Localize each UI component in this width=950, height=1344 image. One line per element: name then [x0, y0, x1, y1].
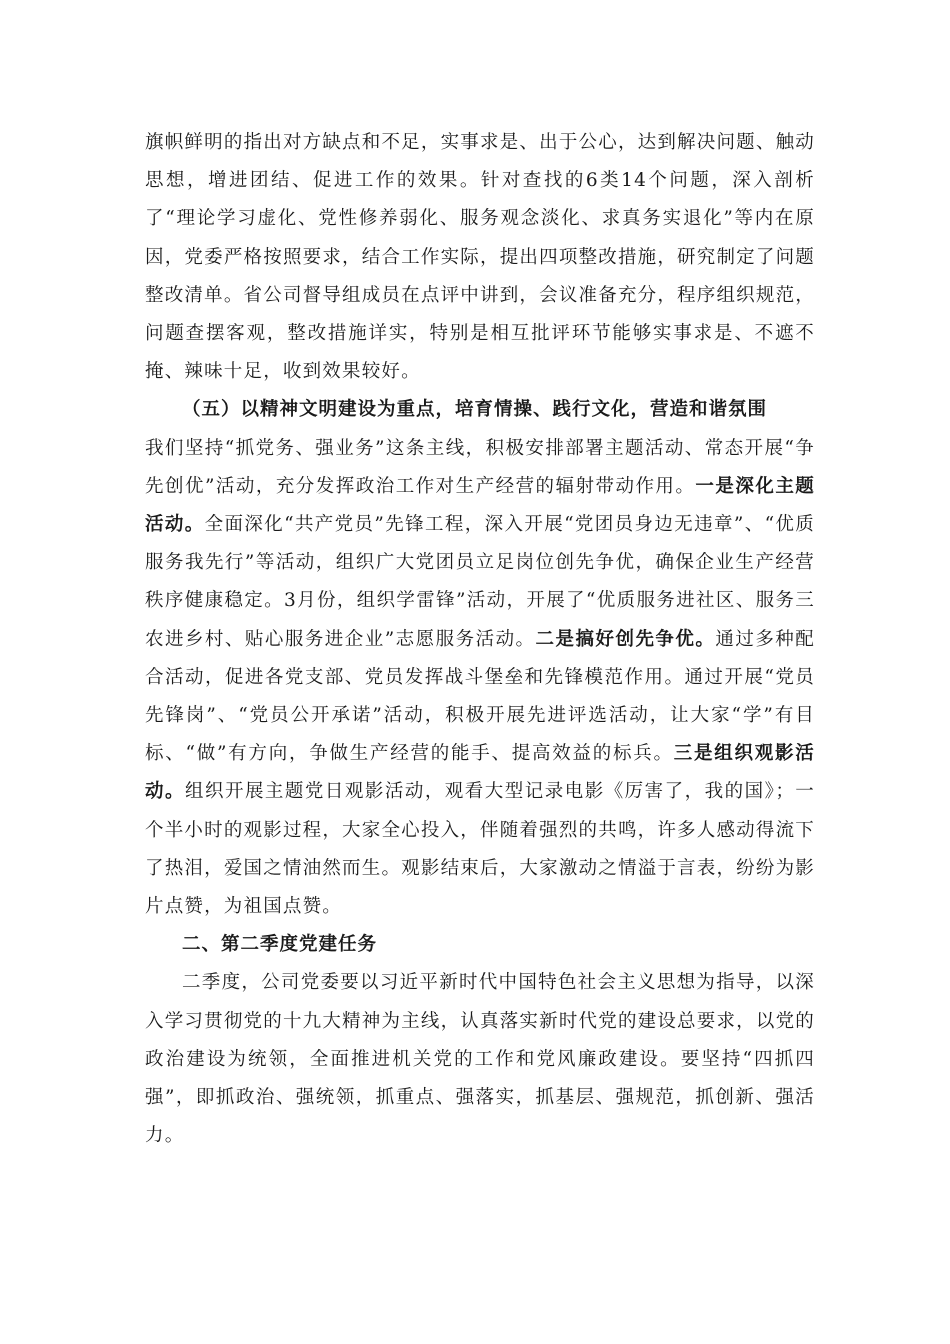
- paragraph-q2-tasks: 二季度，公司党委要以习近平新时代中国特色社会主义思想为指导，以深入学习贯彻党的十九大精神为主线，认真落实新时代党的建设总要求，以党的政治建设为统领，全面推进机关党的工作和党风廉政建设。要坚持“四抓四强”，即抓政治、强统领，抓重点、强落实，抓基层、强规范，抓创新、强活力。: [145, 972, 815, 1147]
- section-heading-5: （五）以精神文明建设为重点，培育情操、践行文化，营造和谐氛围: [182, 399, 768, 421]
- point-1-title: 一是深化主题活动。: [145, 475, 816, 536]
- point-1-text: 全面深化“共产党员”先锋工程，深入开展“党团员身边无违章”、“优质服务我先行”等活动，组织广大党团员立足岗位创先争优，确保企业生产经营秩序健康稳定。3月份，组织学雷锋”活动，开展了“优质服务进社区、服务三农进乡村、贴心服务进企业”志愿服务活动。: [145, 514, 815, 650]
- section-heading-2: 二、第二季度党建任务: [182, 934, 378, 956]
- document-body: [145, 124, 815, 1155]
- paragraph-spiritual-civilization: [145, 430, 815, 927]
- paragraph-self-criticism-meeting: 旗帜鲜明的指出对方缺点和不足，实事求是、出于公心，达到解决问题、触动思想，增进团结、促进工作的效果。针对查找的6类14个问题，深入剖析了“理论学习虚化、党性修养弱化、服务观念淡化、求真务实退化”等内在原因，党委严格按照要求，结合工作实际，提出四项整改措施，研究制定了问题整改清单。省公司督导组成员在点评中讲到，会议准备充分，程序组织规范，问题查摆客观，整改措施详实，特别是相互批评环节能够实事求是、不遮不掩、辣味十足，收到效果较好。: [145, 132, 815, 383]
- point-2-title: 二是搞好创先争优。: [535, 628, 716, 650]
- paragraph-intro-text: 我们坚持“抓党务、强业务”这条主线，积极安排部署主题活动、常态开展“争先创优”活动，充分发挥政治工作对生产经营的辐射带动作用。: [145, 437, 815, 497]
- point-2-text: 通过多种配合活动，促进各党支部、党员发挥战斗堡垒和先锋模范作用。通过开展“党员先锋岗”、“党员公开承诺”活动，积极开展先进评选活动，让大家“学”有目标、“做”有方向，争做生产经营的能手、提高效益的标兵。: [145, 628, 815, 765]
- point-3-text: 组织开展主题党日观影活动，观看大型记录电影《厉害了，我的国》；一个半小时的观影过程，大家全心投入，伴随着强烈的共鸣，许多人感动得流下了热泪，爱国之情油然而生。观影结束后，大家激动之情溢于言表，纷纷为影片点赞，为祖国点赞。: [145, 781, 816, 918]
- point-3-title: 三是组织观影活动。: [145, 743, 815, 803]
